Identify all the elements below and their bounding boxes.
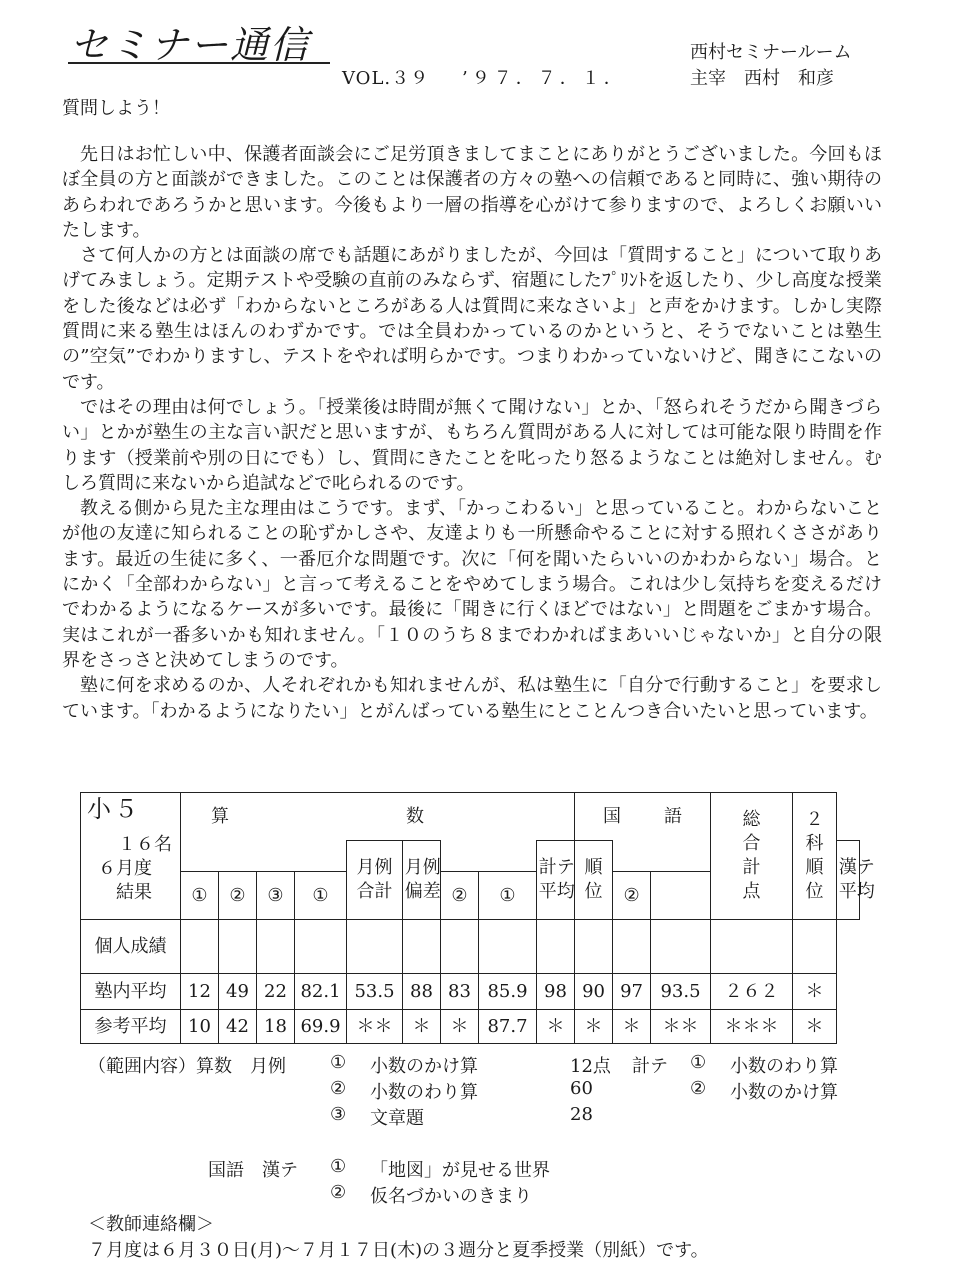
table-cell: 42: [219, 1010, 257, 1044]
table-cell: 82.1: [295, 974, 347, 1010]
math-group-char2: 数: [406, 805, 425, 827]
table-cell: 85.9: [479, 974, 537, 1010]
col-test-average: 計テ平均: [537, 841, 575, 920]
math-subgroup-spacer: [181, 841, 347, 872]
row-label: 参考平均: [81, 1010, 181, 1044]
student-count: １６名: [118, 834, 172, 855]
table-cell: ＊: [793, 1010, 837, 1044]
title-underline: [68, 62, 330, 64]
col-monthly-deviation: 月例偏差: [403, 841, 441, 920]
monthly-no-1: ①: [330, 1052, 347, 1073]
article-heading: 質問しよう！: [62, 98, 170, 119]
japanese-group-header: [575, 793, 711, 841]
math-subgroup-spacer: [441, 841, 537, 872]
table-cell: [219, 920, 257, 974]
table-cell: ＊: [441, 1010, 479, 1044]
kokugo-label: 国語 漢テ: [208, 1160, 298, 1181]
table-cell: [651, 920, 711, 974]
col-math-1: ①: [181, 872, 219, 920]
table-cell: ＊: [613, 1010, 651, 1044]
kanji-no-2: ②: [330, 1182, 347, 1203]
table-cell: ＊: [403, 1010, 441, 1044]
table-cell: [479, 920, 537, 974]
col-japanese-2: ②: [613, 872, 651, 920]
table-cell: ＊＊: [347, 1010, 403, 1044]
owner-name: 主宰 西村 和彦: [690, 68, 834, 89]
table-cell: 22: [257, 974, 295, 1010]
total-score-header: 総合計点: [711, 793, 793, 920]
paragraph: さて何人かの方とは面談の席でも話題にあがりましたが、今回は「質問すること」について取りあげてみましょう。定期テストや受験の直前のみならず、宿題にしたﾌﾟﾘﾝﾄを返したり、少し高度な授業をした後などは必ず「わからないところがある人は質問に来なさいよ」と声をかけます。しかし実際質問に来る塾生はほんのわずかです。では全員わかっているのかというと、そうでないことは塾生の”空気”でわかりますし、テストをやれば明らかです。つまりわかっていないけど、聞きにこないのです。: [62, 245, 882, 393]
volume-number: VOL.３９: [342, 68, 430, 89]
col-japanese-1: ①: [479, 872, 537, 920]
two-subject-rank-header: ２科順位: [793, 793, 837, 920]
table-cell: 98: [537, 974, 575, 1010]
monthly-no-2: ②: [330, 1078, 347, 1099]
table-cell: 12: [181, 974, 219, 1010]
table-cell: 97: [613, 974, 651, 1010]
keite-label: 計テ: [632, 1056, 668, 1077]
math-group-header: [181, 793, 575, 841]
table-cell: [711, 920, 793, 974]
table-cell: 10: [181, 1010, 219, 1044]
table-cell: ２６２: [711, 974, 793, 1010]
table-cell: ＊＊＊: [711, 1010, 793, 1044]
month-label: ６月度: [98, 858, 152, 879]
table-cell: [347, 920, 403, 974]
range-label: （範囲内容）算数 月例: [88, 1056, 286, 1077]
table-cell: [441, 920, 479, 974]
col-test-1: ①: [295, 872, 347, 920]
keite-topic-1: 小数のわり算: [730, 1056, 838, 1077]
article-body: [62, 142, 882, 724]
monthly-topic-1: 小数のかけ算: [370, 1056, 478, 1077]
table-cell: 69.9: [295, 1010, 347, 1044]
row-label: 塾内平均: [81, 974, 181, 1010]
newsletter-title: セミナー通信: [70, 23, 311, 67]
monthly-topic-3: 文章題: [370, 1108, 424, 1129]
issue-date: ’９７．７．１．: [462, 68, 626, 89]
table-cell: [295, 920, 347, 974]
kanji-no-1: ①: [330, 1156, 347, 1177]
paragraph: 教える側から見た主な理由はこうです。まず、「かっこわるい」と思っていること。わからないことが他の友達に知られることの恥ずかしさや、友達よりも一所懸命やることに対する照れくささがあります。最近の生徒に多く、一番厄介な問題です。次に「何を聞いたらいいのかわからない」場合。とにかく「全部わからない」と言って考えることをやめてしまう場合。これは少し気持ちを変えるだけでわかるようになるケースが多いです。最後に「聞きに行くほどではない」と問題をごまかす場合。実はこれが一番多いかも知れません。「１０のうち８までわかればまあいいじゃないか」と自分の限界をさっさと決めてしまうのです。: [62, 498, 882, 671]
table-cell: [793, 920, 837, 974]
table-cell: 83: [441, 974, 479, 1010]
table-cell: [613, 920, 651, 974]
notice-heading: ＜教師連絡欄＞: [88, 1214, 214, 1235]
notice-text: ７月度は６月３０日(月)～７月１７日(木)の３週分と夏季授業（別紙）です。: [88, 1240, 709, 1261]
col-math-2: ②: [219, 872, 257, 920]
table-cell: 18: [257, 1010, 295, 1044]
col-math-3: ③: [257, 872, 295, 920]
col-kanji-average: 漢テ平均: [837, 841, 860, 920]
table-cell: 93.5: [651, 974, 711, 1010]
japanese-group-char1: 国: [603, 805, 622, 827]
paragraph: 塾に何を求めるのか、人それぞれかも知れませんが、私は塾生に「自分で行動すること」を要求しています。「わかるようになりたい」とがんばっている塾生にとことんつき合いたいと思っています。: [62, 675, 882, 722]
row-label: 個人成績: [81, 920, 181, 974]
paragraph: ではその理由は何でしょう。「授業後は時間が無くて聞けない」とか、「怒られそうだから聞きづらい」とかが塾生の主な言い訳だと思いますが、もちろん質問がある人に対しては可能な限り時間を作ります（授業前や別の日にでも）し、質問にきたことを叱ったり怒るようなことは絶対しません。むしろ質問に来ないから追試などで叱られるのです。: [62, 396, 882, 494]
grade-label: 小５: [87, 795, 141, 823]
col-test-2: ②: [441, 872, 479, 920]
table-cell: 90: [575, 974, 613, 1010]
table-row: [81, 920, 860, 974]
table-cell: ＊: [793, 974, 837, 1010]
kanji-topic-1: 「地図」が見せる世界: [370, 1160, 550, 1181]
table-cell: 49: [219, 974, 257, 1010]
table-corner: [81, 793, 181, 920]
monthly-points-3: 28: [570, 1104, 593, 1125]
table-cell: [403, 920, 441, 974]
table-cell: 87.7: [479, 1010, 537, 1044]
grade-table: [80, 792, 875, 1044]
table-row: [81, 974, 860, 1010]
col-monthly-total: 月例合計: [347, 841, 403, 920]
table-cell: ＊: [575, 1010, 613, 1044]
table-row: [81, 1010, 860, 1044]
table-cell: [181, 920, 219, 974]
table-cell: ＊＊: [651, 1010, 711, 1044]
table-cell: [575, 920, 613, 974]
table-cell: [537, 920, 575, 974]
organization-name: 西村セミナールーム: [690, 42, 852, 63]
monthly-points-2: 60: [570, 1078, 593, 1099]
table-cell: [257, 920, 295, 974]
table-cell: 53.5: [347, 974, 403, 1010]
monthly-no-3: ③: [330, 1104, 347, 1125]
monthly-points-1: 12点: [570, 1056, 611, 1077]
monthly-topic-2: 小数のわり算: [370, 1082, 478, 1103]
result-label: 結果: [116, 882, 152, 903]
keite-topic-2: 小数のかけ算: [730, 1082, 838, 1103]
table-cell: 88: [403, 974, 441, 1010]
math-group-char1: 算: [211, 805, 229, 827]
keite-no-2: ②: [690, 1078, 707, 1099]
table-cell: ＊: [537, 1010, 575, 1044]
kanji-topic-2: 仮名づかいのきまり: [370, 1186, 532, 1207]
japanese-subgroup-spacer: [613, 841, 711, 872]
paragraph: 先日はお忙しい中、保護者面談会にご足労頂きましてまことにありがとうございました。今回もほぼ全員の方と面談ができました。このことは保護者の方々の塾への信頼であると同時に、強い期待のあらわれであろうかと思います。今後もより一層の指導を心がけて参りますので、よろしくお願いいたします。: [62, 144, 882, 241]
keite-no-1: ①: [690, 1052, 707, 1073]
japanese-group-char2: 語: [664, 805, 683, 827]
col-rank: 順位: [575, 841, 613, 920]
